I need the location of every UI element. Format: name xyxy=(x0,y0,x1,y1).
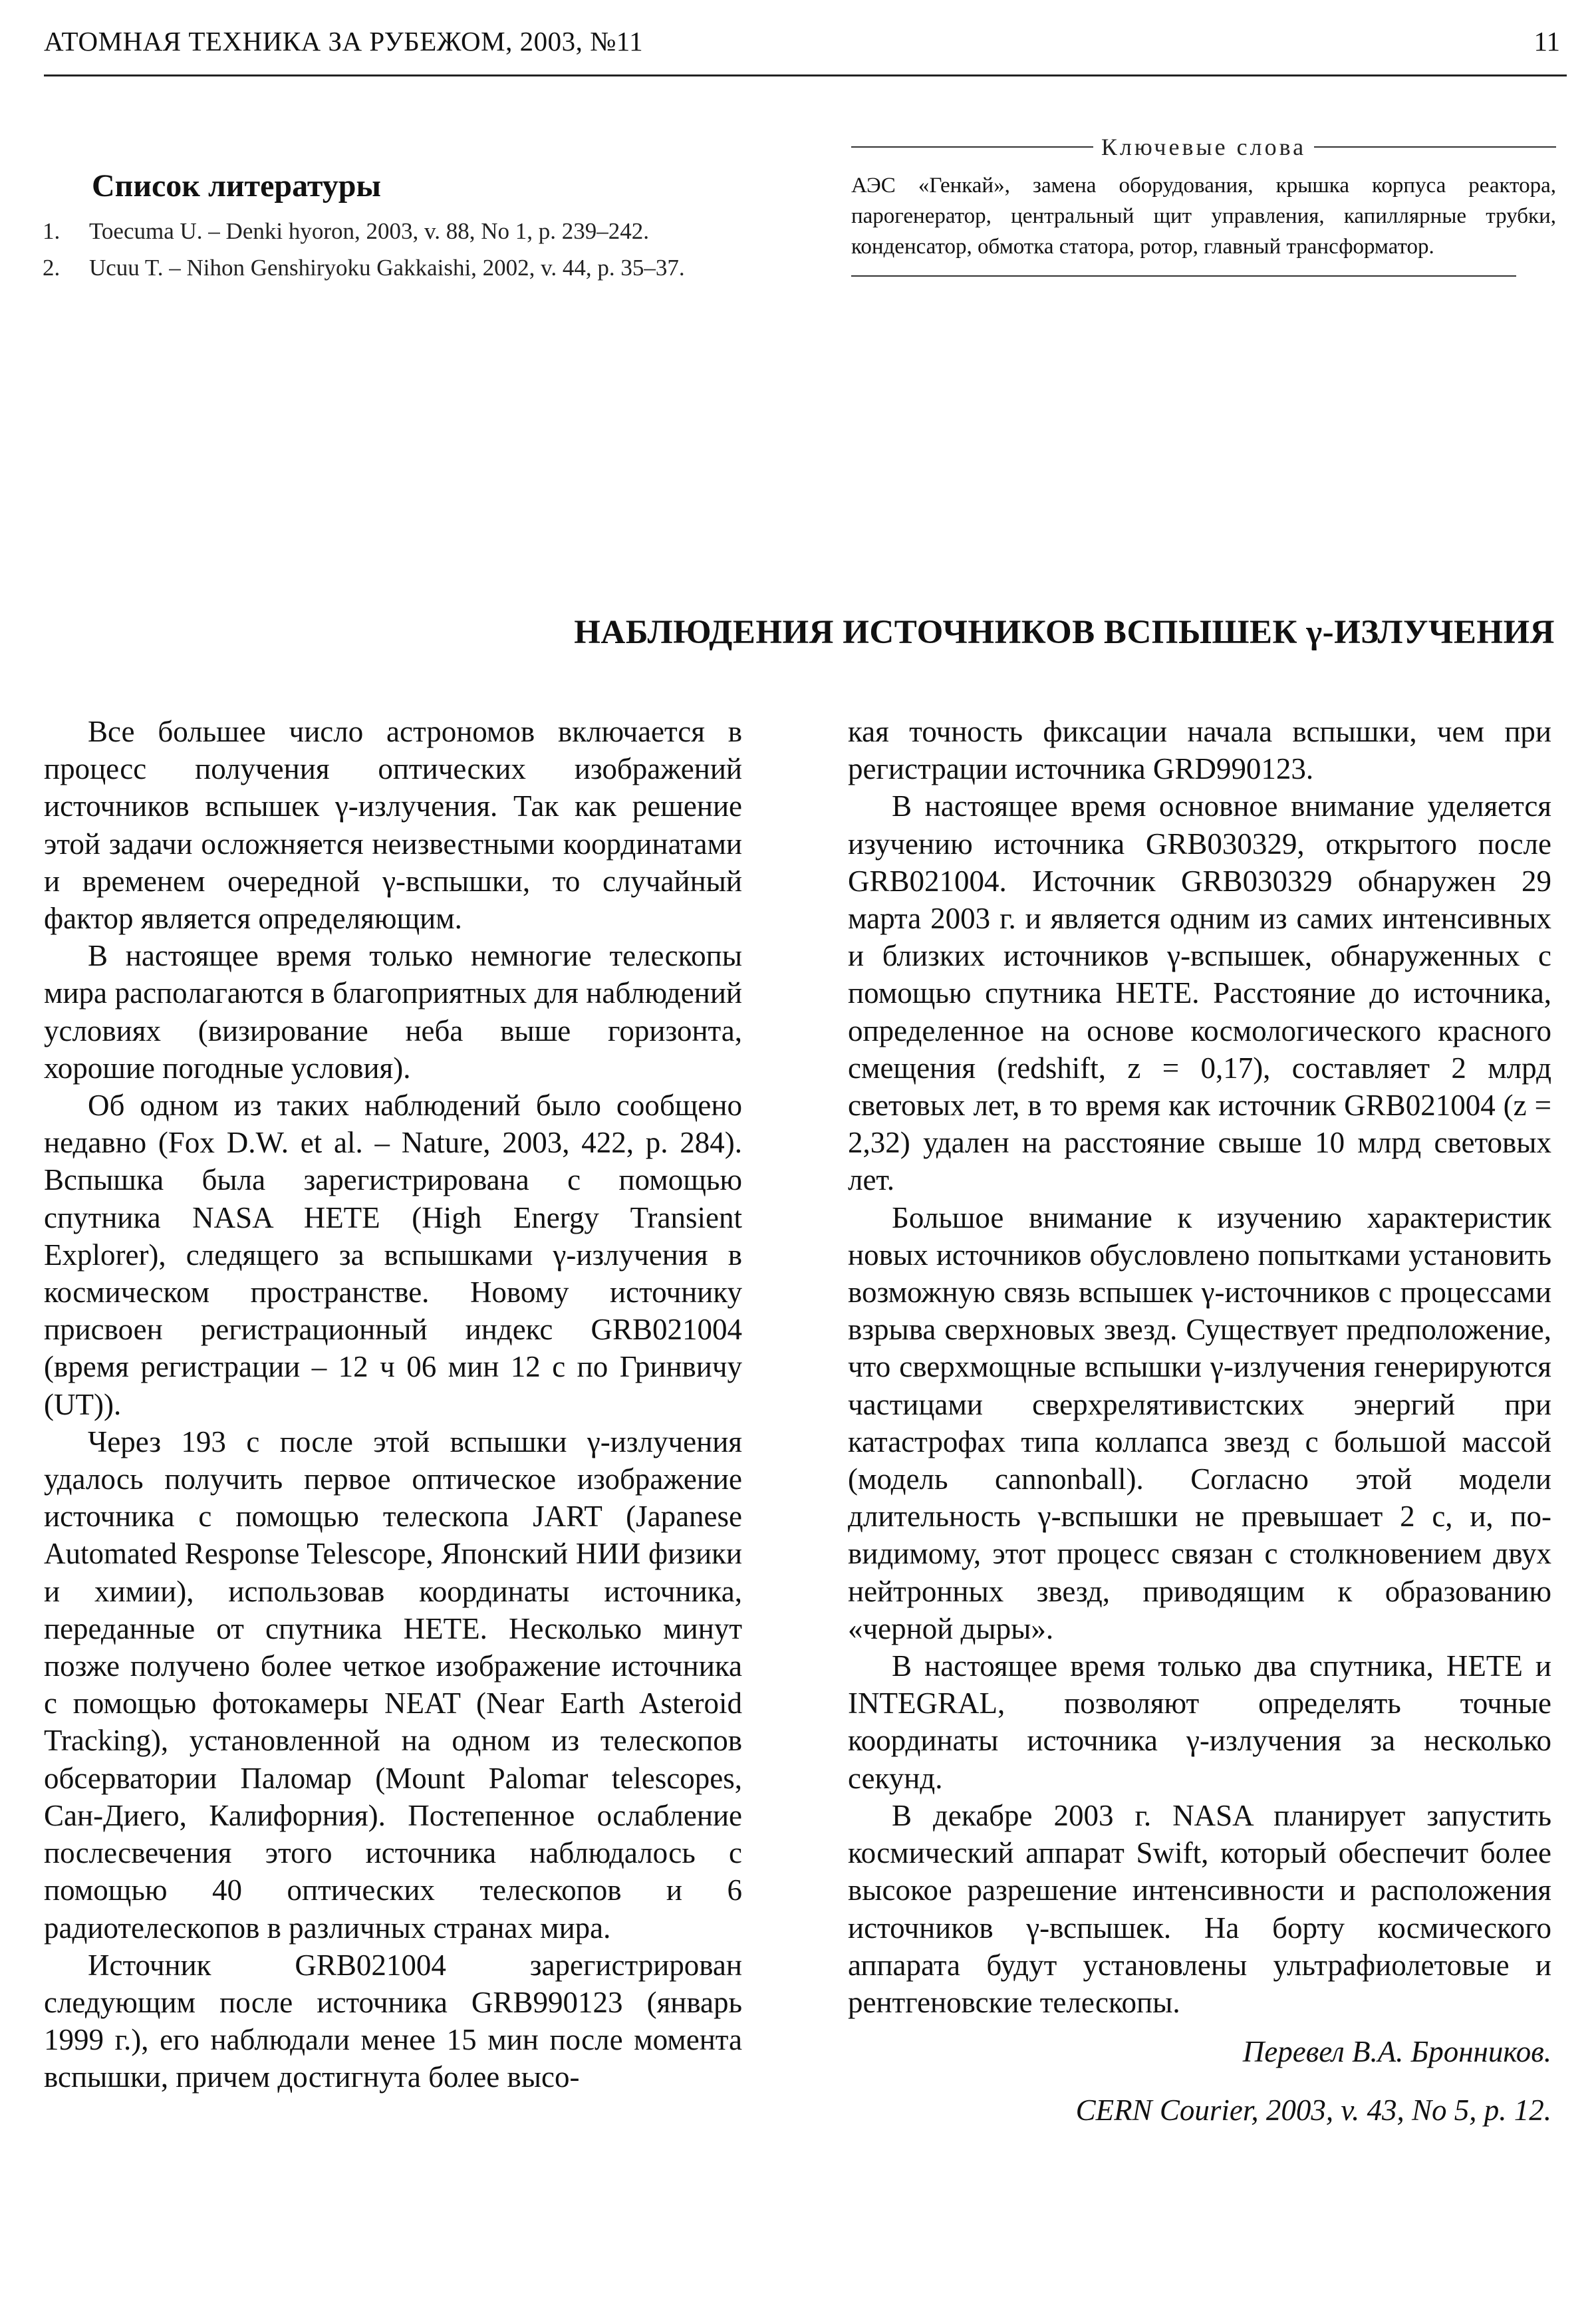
reference-number: 1. xyxy=(43,218,61,244)
translator-credit: Перевел В.А. Бронников. xyxy=(1242,2035,1551,2069)
page-number: 11 xyxy=(1533,26,1560,57)
divider xyxy=(851,146,1093,148)
keywords-text: АЭС «Генкай», замена оборудования, крышка корпуса реактора, парогенератор, центральный щит управления, капиллярные трубки, конденсатор, обмотка статора, ротор, главный трансформатор. xyxy=(851,174,1556,259)
journal-title: АТОМНАЯ ТЕХНИКА ЗА РУБЕЖОМ, 2003, №11 xyxy=(44,26,644,57)
paragraph-continuation: кая точность фиксации начала вспышки, чем при регистрации источника GRD990123. xyxy=(848,715,1551,786)
keywords-box xyxy=(851,133,1556,277)
paragraph: Об одном из таких наблюдений было сообщено недавно (Fox D.W. et al. – Nature, 2003, 422, p. 284). Вспышка была зарегистрирована с помощью спутника NASA HETE (High Energy Transient Explorer), следящего за вспышками γ-излучения в космическом пространстве. Новому источнику присвоен регистрационный индекс GRB021004 (время регистрации – 12 ч 06 мин 12 с по Гринвичу (UT)). xyxy=(44,1089,742,1421)
paragraph: Через 193 с после этой вспышки γ-излучения удалось получить первое оптическое изображение источника с помощью телескопа JART (Japanese Automated Response Telescope, Японский НИИ физики и химии), использовав координаты источника, переданные от спутника HETE. Несколько минут позже получено более четкое изображение источника с помощью фотокамеры NEAT (Near Earth Asteroid Tracking), установленной на одном из телескопов обсерватории Паломар (Mount Palomar telescopes, Сан-Диего, Калифорния). Постепенное ослабление послесвечения этого источника наблюдалось с помощью 40 оптических телескопов и 6 радиотелескопов в различных странах мира. xyxy=(44,1425,742,1945)
article-title: НАБЛЮДЕНИЯ ИСТОЧНИКОВ ВСПЫШЕК γ-ИЗЛУЧЕНИЯ xyxy=(574,614,1555,651)
keywords-title: Ключевые слова xyxy=(1101,134,1307,160)
reference-number: 2. xyxy=(43,255,61,281)
reference-item xyxy=(43,253,761,283)
paragraph: В декабре 2003 г. NASA планирует запустить космический аппарат Swift, который обеспечит более высокое разрешение интенсивности и расположения источников γ-вспышек. На борту космического аппарата будут установлены ультрафиолетовые и рентгеновские телескопы. xyxy=(848,1798,1551,2019)
reference-text: Ucuu T. – Nihon Genshiryoku Gakkaishi, 2002, v. 44, p. 35–37. xyxy=(89,255,685,281)
paragraph: В настоящее время основное внимание уделяется изучению источника GRB030329, открытого после GRB021004. Источник GRB030329 обнаружен 29 марта 2003 г. и является одним из самих интенсивных и близких источников γ-вспышек, обнаруженных с помощью спутника HETE. Расстояние до источника, определенное на основе космологического красного смещения (redshift, z = 0,17), составляет 2 млрд световых лет, в то время как источник GRB021004 (z = 2,32) удален на расстояние свыше 10 млрд световых лет. xyxy=(848,789,1551,1197)
keywords-header xyxy=(851,133,1556,161)
paragraph: В настоящее время только два спутника, HETE и INTEGRAL, позволяют определять точные координаты источника γ-излучения за несколько секунд. xyxy=(848,1649,1551,1795)
paragraph: Большое внимание к изучению характеристик новых источников обусловлено попытками установить возможную связь вспышек γ-источников с процессами взрыва сверхновых звезд. Существует предположение, что сверхмощные вспышки γ-излучения генерируются частицами сверхрелятивистских энергий при катастрофах типа коллапса звезд с большой массой (модель cannonball). Согласно этой модели длительность γ-вспышки не превышает 2 с, и, по-видимому, этот процесс связан с столкновением двух нейтронных звезд, приводящим к образованию «черной дыры». xyxy=(848,1200,1551,1645)
right-column xyxy=(848,713,1551,2129)
left-column xyxy=(44,713,742,2096)
references-section xyxy=(43,168,761,289)
divider xyxy=(1314,146,1556,148)
paragraph: Все большее число астрономов включается в процесс получения оптических изображений источников вспышек γ-излучения. Так как решение этой задачи осложняется неизвестными координатами и временем очередной γ-вспышки, то случайный фактор является определяющим. xyxy=(44,715,742,936)
paragraph: Источник GRB021004 зарегистрирован следующим после источника GRB990123 (январь 1999 г.), его наблюдали менее 15 мин после момента вспышки, причем достигнута более высо- xyxy=(44,1948,742,2094)
paragraph: В настоящее время только немногие телескопы мира располагаются в благоприятных для наблюдений условиях (визирование неба выше горизонта, хорошие погодные условия). xyxy=(44,939,742,1085)
source-citation: CERN Courier, 2003, v. 43, No 5, p. 12. xyxy=(1075,2094,1551,2127)
reference-item xyxy=(43,216,761,246)
running-header xyxy=(44,21,1567,76)
divider xyxy=(851,275,1516,277)
reference-text: Toecuma U. – Denki hyoron, 2003, v. 88, No 1, p. 239–242. xyxy=(89,218,649,244)
references-title: Список литературы xyxy=(92,168,381,204)
